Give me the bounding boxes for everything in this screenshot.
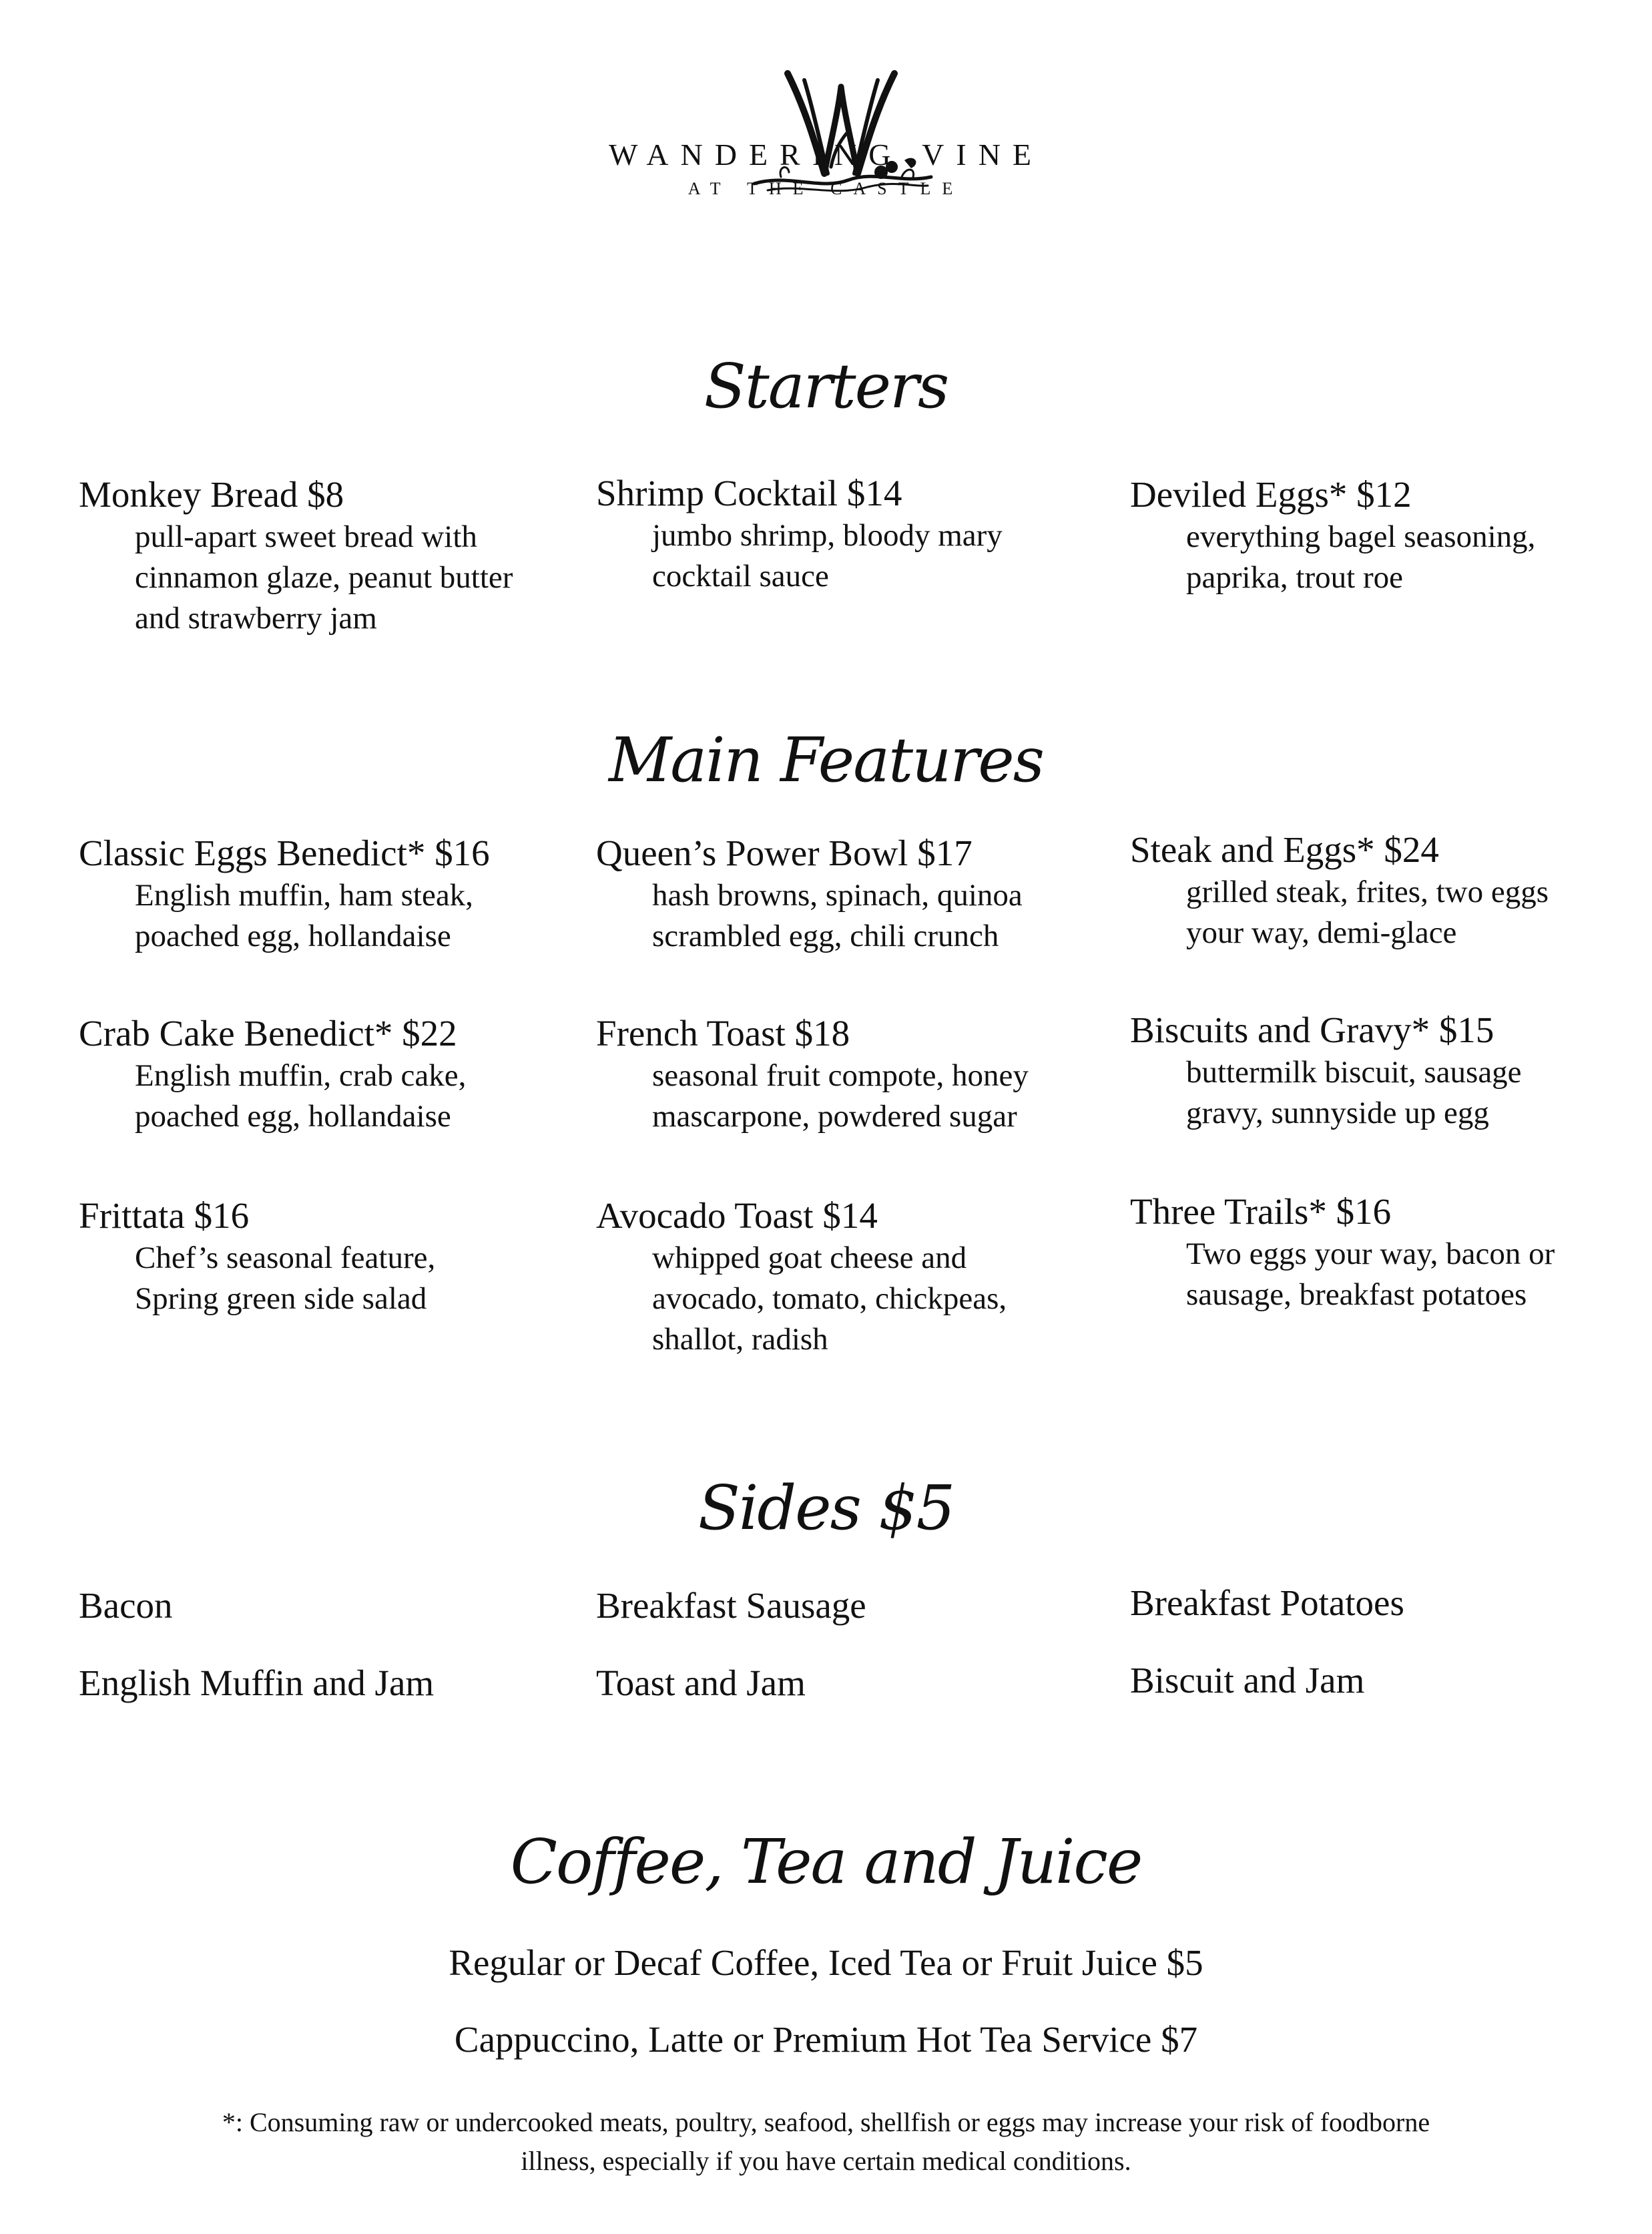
menu-item bbox=[1130, 1008, 1617, 1134]
brand-subtitle: AT THE CASTLE bbox=[687, 179, 965, 198]
side-item: Breakfast Sausage bbox=[596, 1585, 866, 1626]
side-item: English Muffin and Jam bbox=[79, 1662, 435, 1703]
item-name: French Toast $18 bbox=[596, 1013, 850, 1054]
beverages-title: Coffee, Tea and Juice bbox=[510, 1826, 1142, 1897]
menu-item bbox=[1130, 473, 1617, 598]
item-description: Chef’s seasonal feature, Spring green side salad bbox=[135, 1241, 436, 1316]
sides-title: Sides $5 bbox=[698, 1472, 954, 1544]
item-name: Steak and Eggs* $24 bbox=[1130, 829, 1439, 870]
main-features-title: Main Features bbox=[609, 724, 1043, 796]
menu-item bbox=[79, 1012, 566, 1137]
menu-item bbox=[79, 1194, 566, 1319]
item-description: English muffin, ham steak, poached egg, hollandaise bbox=[135, 878, 473, 953]
item-description: jumbo shrimp, bloody mary cocktail sauce bbox=[652, 518, 1003, 594]
starters-title: Starters bbox=[704, 351, 948, 422]
item-description: whipped goat cheese and avocado, tomato, chickpeas, shallot, radish bbox=[652, 1241, 1007, 1357]
item-name: Queen’s Power Bowl $17 bbox=[596, 833, 973, 873]
item-description: pull-apart sweet bread with cinnamon glaze, peanut butter and strawberry jam bbox=[135, 519, 513, 636]
menu-item bbox=[596, 1194, 1083, 1360]
side-item: Toast and Jam bbox=[596, 1662, 806, 1703]
item-name: Frittata $16 bbox=[79, 1195, 250, 1236]
brand-name: WANDERING VINE bbox=[608, 138, 1044, 172]
menu-item bbox=[596, 1012, 1083, 1137]
menu-item bbox=[1130, 828, 1617, 953]
item-description: English muffin, crab cake, poached egg, hollandaise bbox=[135, 1058, 467, 1134]
item-name: Biscuits and Gravy* $15 bbox=[1130, 1010, 1494, 1050]
item-description: Two eggs your way, bacon or sausage, breakfast potatoes bbox=[1186, 1237, 1555, 1312]
side-item: Bacon bbox=[79, 1585, 173, 1626]
item-description: seasonal fruit compote, honey mascarpone, powdered sugar bbox=[652, 1058, 1029, 1134]
item-name: Avocado Toast $14 bbox=[596, 1195, 878, 1236]
side-item: Biscuit and Jam bbox=[1130, 1660, 1365, 1701]
footnote-line: *: Consuming raw or undercooked meats, poultry, seafood, shellfish or eggs may increase your risk of foodborne bbox=[222, 2107, 1430, 2137]
menu-item bbox=[79, 831, 566, 957]
item-name: Three Trails* $16 bbox=[1130, 1191, 1392, 1232]
menu-item bbox=[596, 831, 1083, 957]
item-name: Deviled Eggs* $12 bbox=[1130, 474, 1412, 515]
item-name: Crab Cake Benedict* $22 bbox=[79, 1013, 457, 1054]
side-item: Breakfast Potatoes bbox=[1130, 1582, 1404, 1623]
menu-item bbox=[596, 471, 1083, 597]
beverage-line: Cappuccino, Latte or Premium Hot Tea Service $7 bbox=[454, 2019, 1198, 2060]
item-name: Monkey Bread $8 bbox=[79, 474, 344, 515]
menu-item bbox=[79, 473, 566, 639]
item-description: everything bagel seasoning, paprika, trout roe bbox=[1186, 519, 1536, 595]
item-description: hash browns, spinach, quinoa scrambled egg, chili crunch bbox=[652, 878, 1023, 953]
footnote-line: illness, especially if you have certain medical conditions. bbox=[521, 2146, 1131, 2176]
menu-item bbox=[1130, 1190, 1617, 1315]
allergy-footnote bbox=[133, 2103, 1519, 2181]
beverage-line: Regular or Decaf Coffee, Iced Tea or Fruit Juice $5 bbox=[449, 1942, 1203, 1983]
item-name: Classic Eggs Benedict* $16 bbox=[79, 833, 490, 873]
item-name: Shrimp Cocktail $14 bbox=[596, 473, 902, 513]
item-description: buttermilk biscuit, sausage gravy, sunnyside up egg bbox=[1186, 1055, 1522, 1130]
item-description: grilled steak, frites, two eggs your way, demi-glace bbox=[1186, 875, 1549, 950]
